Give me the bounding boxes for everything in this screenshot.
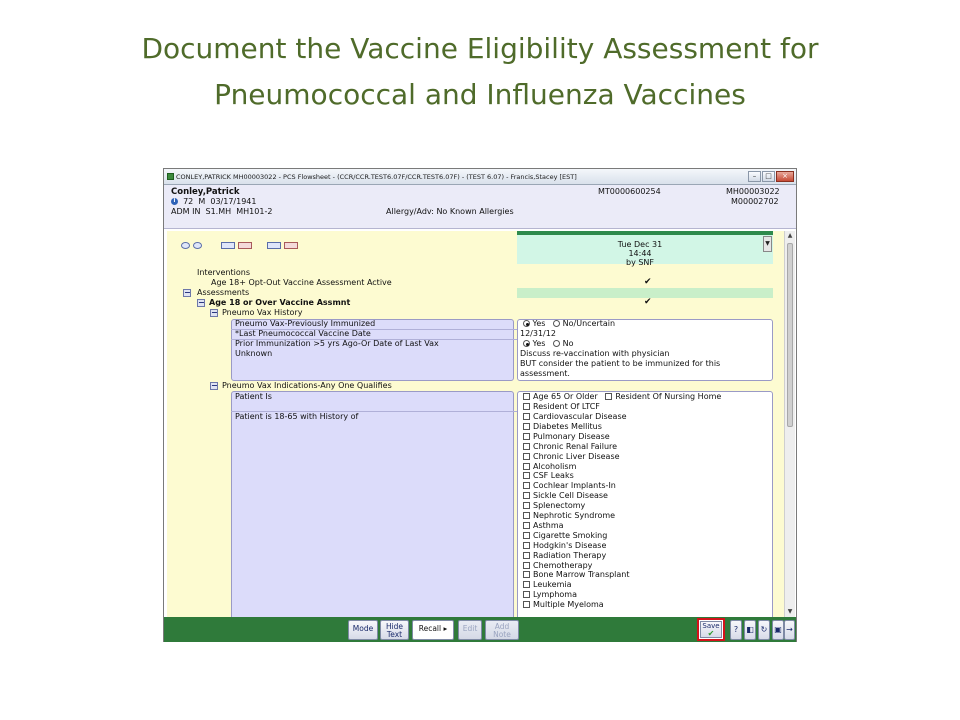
prior-note-line1: Discuss re-vaccination with physician [520,349,670,358]
recall-button[interactable] [412,620,454,640]
history-option-label: Sickle Cell Disease [533,491,608,501]
history-option[interactable] [523,471,574,481]
history-option[interactable] [523,590,577,600]
q-last-date: *Last Pneumococcal Vaccine Date [235,329,371,338]
history-option-label: CSF Leaks [533,471,574,481]
edit-button[interactable]: Edit [458,620,482,640]
assessments-label: Assessments [197,288,250,297]
q-previously-immunized: Pneumo Vax-Previously Immunized [235,319,376,328]
patient-location [171,207,272,216]
collapse-all-icon[interactable] [181,242,190,249]
prior-note-line2: BUT consider the patient to be immunized for this [520,359,721,368]
info-icon[interactable]: i [171,198,178,205]
history-checkbox[interactable] [523,562,530,569]
assessment-group-label[interactable]: Age 18 or Over Vaccine Assmnt [209,298,351,307]
hide-text-label-2: Text [386,630,403,639]
list-view-icon[interactable] [238,242,252,249]
history-checkbox[interactable] [523,423,530,430]
history-checkbox[interactable] [523,482,530,489]
flowsheet-grid [167,231,784,617]
intervention-check-icon: ✔ [644,277,652,287]
history-checkbox[interactable] [523,522,530,529]
room: MH101-2 [236,207,273,216]
history-option-label: Leukemia [533,580,572,590]
intervention-item[interactable]: Age 18+ Opt-Out Vaccine Assessment Active [211,278,392,287]
account-number: MT0000600254 [598,187,661,196]
history-option-label: Splenectomy [533,501,586,511]
age65-checkbox[interactable] [523,393,530,400]
recall-label: Recall [418,624,442,633]
bottom-toolbar [164,617,796,642]
indications-toggle-icon[interactable]: − [211,381,218,390]
patient-demographics [171,197,256,206]
column-dropdown-icon[interactable]: ▼ [763,236,772,252]
add-note-label-2: Note [493,630,511,639]
save-highlight [697,618,725,641]
history-option-label: Lymphoma [533,590,577,600]
columns-view-icon[interactable] [267,242,281,249]
history-option[interactable] [523,442,617,452]
history-option[interactable] [523,511,615,521]
slide-title-line2: Pneumococcal and Influenza Vaccines [214,78,746,111]
compare-view-icon[interactable] [284,242,298,249]
history-option[interactable] [523,570,630,580]
app-icon [167,173,174,180]
history-option-label: Multiple Myeloma [533,600,604,610]
history-option[interactable] [523,422,602,432]
history-option-label: Radiation Therapy [533,550,607,560]
history-option[interactable] [523,600,604,610]
no-uncertain-label: No/Uncertain [562,319,616,328]
adm-status: ADM IN [171,207,201,216]
unit-number: MH00003022 [726,187,780,196]
ltcf-label: Resident Of LTCF [533,402,600,411]
patient-sex: M [198,197,206,206]
prior-no-radio[interactable] [553,340,560,347]
slide-title [0,26,960,118]
q-prior-line1: Prior Immunization >5 yrs Ago-Or Date of Last Vax [235,339,439,348]
history-option-label: Chronic Liver Disease [533,451,620,461]
history-checkbox[interactable] [523,552,530,559]
prior-note-line3: assessment. [520,369,570,378]
history-checkbox[interactable] [523,542,530,549]
age65-label: Age 65 Or Older [533,392,598,401]
pneumo-history-toggle-icon[interactable]: − [211,308,218,317]
history-option-label: Diabetes Mellitus [533,421,602,431]
recall-dropdown-icon: ▸ [443,624,448,633]
history-checkbox[interactable] [523,591,530,598]
assessments-toggle-icon[interactable]: − [184,288,191,297]
q-history: Patient is 18-65 with History of [235,412,359,421]
save-button[interactable] [700,621,722,638]
add-note-button[interactable] [485,620,519,640]
column-marker [517,231,773,235]
history-option[interactable] [523,501,585,511]
history-option-label: Asthma [533,520,564,530]
column-by: by SNF [625,258,655,267]
no-uncertain-radio[interactable] [553,320,560,327]
lock-icon[interactable]: ▣ [772,620,784,640]
history-checkbox[interactable] [523,472,530,479]
scroll-thumb[interactable] [787,243,793,427]
history-checkbox[interactable] [523,571,530,578]
last-date-field[interactable]: 12/31/12 [520,329,556,338]
assessment-check-icon: ✔ [644,297,652,307]
yes-radio[interactable] [523,320,530,327]
patient-name: Conley,Patrick [171,187,240,197]
prior-yes-radio[interactable] [523,340,530,347]
history-checkbox[interactable] [523,581,530,588]
history-option-label: Cochlear Implants-In [533,481,616,491]
assessment-group-toggle-icon[interactable]: − [198,298,205,307]
column-time: 14:44 [628,249,652,258]
history-option[interactable] [523,452,620,462]
expand-all-icon[interactable] [193,242,202,249]
history-option-label: Pulmonary Disease [533,431,610,441]
pcs-flowsheet-window [163,168,797,642]
nursing-home-checkbox[interactable] [605,393,612,400]
help-icon[interactable]: ? [730,620,742,640]
history-option[interactable] [523,580,572,590]
previously-immunized-options [523,319,615,329]
indications-label: Pneumo Vax Indications-Any One Qualifies [222,381,392,390]
slide-title-line1: Document the Vaccine Eligibility Assessment for [141,32,819,65]
history-checkbox[interactable] [523,443,530,450]
history-option-label: Cardiovascular Disease [533,412,627,421]
refresh-icon[interactable]: ↻ [758,620,770,640]
history-option[interactable] [523,462,576,472]
prior-immunization-options [523,339,574,349]
exit-icon[interactable]: → [784,620,795,640]
q-patient-is: Patient Is [235,392,272,401]
hide-text-button[interactable] [380,620,409,640]
interventions-label: Interventions [197,268,250,277]
maximize-icon[interactable]: □ [762,171,775,182]
history-checkbox[interactable] [523,463,530,470]
history-option[interactable] [523,432,610,442]
history-option-label: Chemotherapy [533,560,593,570]
patient-header [164,185,796,229]
minimize-icon[interactable]: – [748,171,761,182]
history-option[interactable] [523,521,564,531]
history-option-label: Chronic Renal Failure [533,441,618,451]
history-checkbox[interactable] [523,502,530,509]
history-option-label: Nephrotic Syndrome [533,511,616,520]
history-checkbox[interactable] [523,532,530,539]
history-option-label: Hodgkin's Disease [533,540,607,550]
scroll-down-icon[interactable]: ▼ [787,608,793,615]
print-icon[interactable]: ◧ [744,620,756,640]
history-checkbox[interactable] [523,413,530,420]
history-option[interactable] [523,531,607,541]
vertical-scrollbar[interactable] [784,231,795,617]
allergy-info: Allergy/Adv: No Known Allergies [386,207,514,216]
history-option-label: Cigarette Smoking [533,530,608,540]
nursing-home-label: Resident Of Nursing Home [615,392,722,401]
prior-no-label: No [562,339,574,348]
history-option[interactable] [523,481,616,491]
hide-text-label-1: Hide [385,622,404,631]
history-checkbox[interactable] [523,492,530,499]
history-option[interactable] [523,551,606,561]
history-checkbox[interactable] [523,433,530,440]
window-title: CONLEY,PATRICK MH00003022 - PCS Flowsheet - (CCR/CCR.TEST6.07F/CCR.TEST6.07F) - (TEST 6.07) - Francis,Stacey [EST] [176,173,577,181]
option-age65[interactable] [523,392,721,402]
prior-yes-label: Yes [532,339,546,348]
history-checkbox[interactable] [523,512,530,519]
medical-record-number: M00002702 [731,197,779,206]
history-option[interactable] [523,491,608,501]
history-option[interactable] [523,561,592,571]
history-option-label: Alcoholism [533,461,577,471]
location: S1.MH [205,207,232,216]
yes-radio-label: Yes [532,319,546,328]
column-date: Tue Dec 31 [617,240,663,249]
history-checkbox[interactable] [523,601,530,608]
window-titlebar [164,169,796,185]
save-check-icon: ✔ [707,629,715,638]
history-checkbox[interactable] [523,453,530,460]
history-option-label: Bone Marrow Transplant [533,570,630,580]
ltcf-checkbox[interactable] [523,403,530,410]
history-option[interactable] [523,412,627,422]
close-icon[interactable]: × [776,171,794,182]
add-note-label-1: Add [494,622,510,631]
q-prior-line2: Unknown [235,349,273,358]
save-label: Save [702,622,720,630]
mode-button[interactable]: Mode [348,620,378,640]
history-option[interactable] [523,541,606,551]
patient-dob: 03/17/1941 [210,197,257,206]
patient-age: 72 [183,197,194,206]
option-ltcf[interactable] [523,402,600,412]
window-controls [748,171,794,182]
pneumo-history-label: Pneumo Vax History [222,308,303,317]
scroll-up-icon[interactable]: ▲ [787,232,793,239]
grid-view-icon[interactable] [221,242,235,249]
indications-questions [231,391,514,617]
